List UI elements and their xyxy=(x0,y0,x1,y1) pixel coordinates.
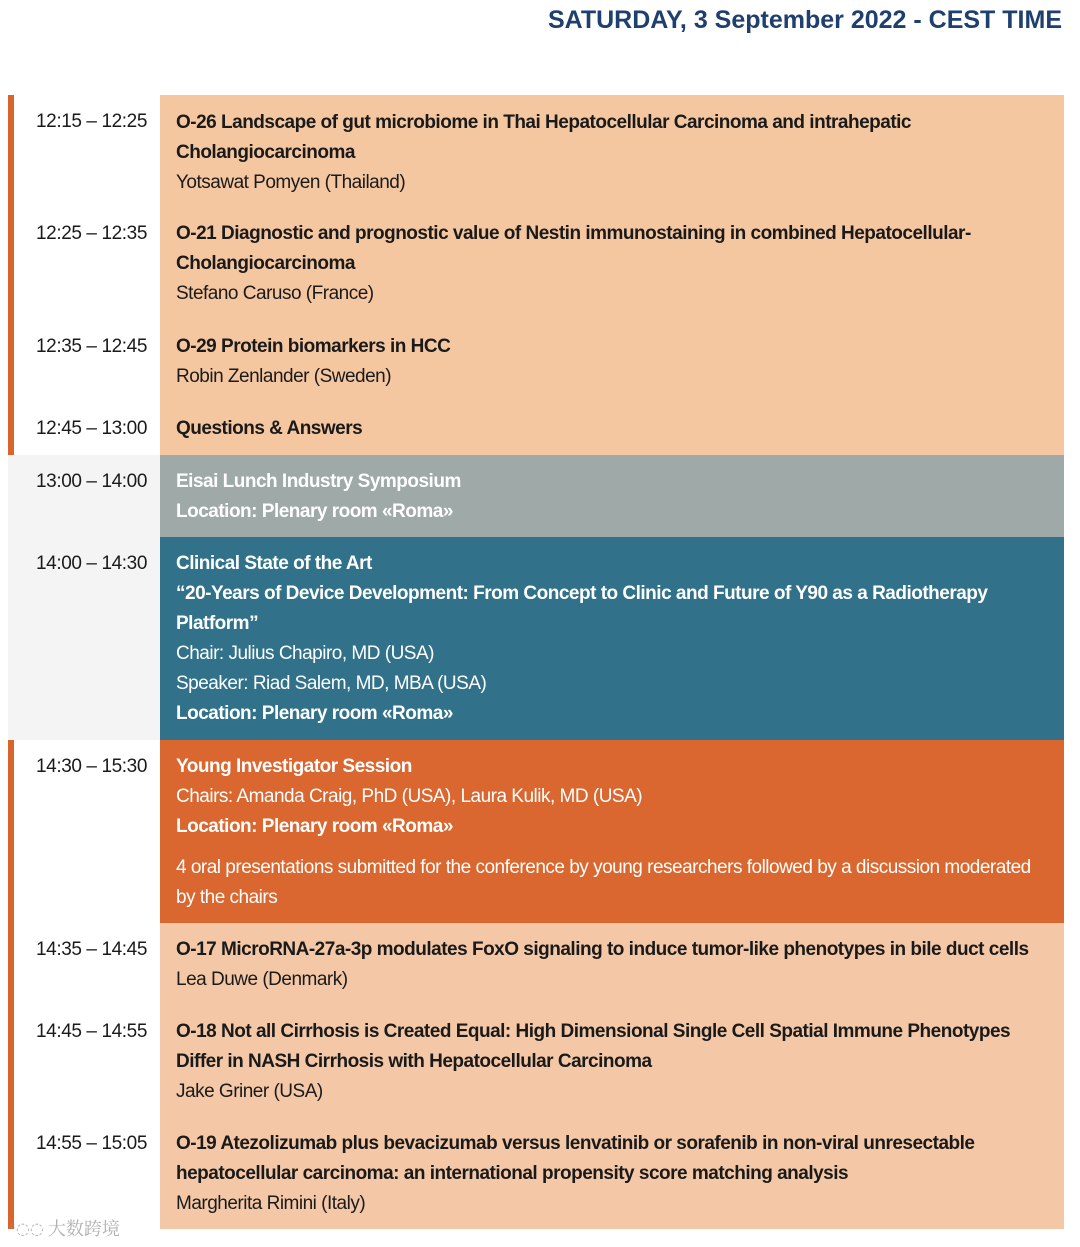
time-slot: 12:25 – 12:35 xyxy=(8,207,160,320)
session-cell xyxy=(160,95,1064,207)
schedule-row xyxy=(8,95,1064,207)
schedule-row xyxy=(8,320,1064,402)
time-slot: 12:35 – 12:45 xyxy=(8,320,160,402)
talk-title: O-18 Not all Cirrhosis is Created Equal: High Dimensional Single Cell Spatial Immune Phenotypes Differ in NASH Cirrhosis with Hepatocellular Carcinoma xyxy=(176,1021,1011,1072)
schedule-row xyxy=(8,740,1064,923)
talk-speaker: Stefano Caruso (France) xyxy=(176,283,374,304)
schedule-row xyxy=(8,207,1064,320)
session-speaker: Speaker: Riad Salem, MD, MBA (USA) xyxy=(176,673,487,694)
page-header-date: SATURDAY, 3 September 2022 - CEST TIME xyxy=(547,6,1062,34)
session-chair: Chair: Julius Chapiro, MD (USA) xyxy=(176,643,434,664)
time-slot: 13:00 – 14:00 xyxy=(8,455,160,537)
session-title: Young Investigator Session xyxy=(176,756,412,777)
talk-title: O-21 Diagnostic and prognostic value of Nestin immunostaining in combined Hepatocellular-Cholangiocarcinoma xyxy=(176,223,971,274)
talk-speaker: Lea Duwe (Denmark) xyxy=(176,969,348,990)
time-slot: 12:15 – 12:25 xyxy=(8,95,160,207)
time-slot: 14:35 – 14:45 xyxy=(8,923,160,1005)
session-location: Location: Plenary room «Roma» xyxy=(176,501,453,522)
talk-speaker: Jake Griner (USA) xyxy=(176,1081,323,1102)
session-title: Clinical State of the Art xyxy=(176,553,372,574)
watermark xyxy=(10,1215,120,1241)
session-cell xyxy=(160,207,1064,320)
schedule-row xyxy=(8,402,1064,455)
watermark-text: 大数跨境 xyxy=(47,1219,120,1240)
session-cell xyxy=(160,537,1064,740)
schedule-row xyxy=(8,923,1064,1005)
schedule-table xyxy=(8,95,1064,1229)
talk-title: O-29 Protein biomarkers in HCC xyxy=(176,336,451,357)
talk-speaker: Margherita Rimini (Italy) xyxy=(176,1193,366,1214)
session-cell xyxy=(160,455,1064,537)
time-slot: 12:45 – 13:00 xyxy=(8,402,160,455)
time-slot: 14:30 – 15:30 xyxy=(8,740,160,923)
time-slot: 14:55 – 15:05 xyxy=(8,1117,160,1229)
session-note: 4 oral presentations submitted for the conference by young researchers followed by a discussion moderated by the chairs xyxy=(176,857,1031,908)
schedule-row xyxy=(8,1117,1064,1229)
session-cell xyxy=(160,1005,1064,1117)
session-subtitle: “20-Years of Device Development: From Concept to Clinic and Future of Y90 as a Radiotherapy Platform” xyxy=(176,583,988,634)
session-location: Location: Plenary room «Roma» xyxy=(176,816,453,837)
session-cell xyxy=(160,402,1064,455)
session-chairs: Chairs: Amanda Craig, PhD (USA), Laura Kulik, MD (USA) xyxy=(176,786,643,807)
session-cell xyxy=(160,923,1064,1005)
symposium-title: Eisai Lunch Industry Symposium xyxy=(176,471,461,492)
session-cell xyxy=(160,320,1064,402)
talk-speaker: Robin Zenlander (Sweden) xyxy=(176,366,392,387)
time-slot: 14:45 – 14:55 xyxy=(8,1005,160,1117)
talk-title: O-17 MicroRNA-27a-3p modulates FoxO signaling to induce tumor-like phenotypes in bile duct cells xyxy=(176,939,1029,960)
schedule-row xyxy=(8,537,1064,740)
talk-speaker: Yotsawat Pomyen (Thailand) xyxy=(176,172,406,193)
qa-title: Questions & Answers xyxy=(176,418,363,439)
watermark-logo-icon: ᶜ◌◌ xyxy=(10,1218,44,1238)
talk-title: O-19 Atezolizumab plus bevacizumab versus lenvatinib or sorafenib in non-viral unresectable hepatocellular carcinoma: an international propensity score matching analysis xyxy=(176,1133,975,1184)
schedule-row xyxy=(8,455,1064,537)
session-cell xyxy=(160,1117,1064,1229)
session-cell xyxy=(160,740,1064,923)
session-location: Location: Plenary room «Roma» xyxy=(176,703,453,724)
time-slot: 14:00 – 14:30 xyxy=(8,537,160,740)
talk-title: O-26 Landscape of gut microbiome in Thai Hepatocellular Carcinoma and intrahepatic Cholangiocarcinoma xyxy=(176,112,911,163)
schedule-row xyxy=(8,1005,1064,1117)
